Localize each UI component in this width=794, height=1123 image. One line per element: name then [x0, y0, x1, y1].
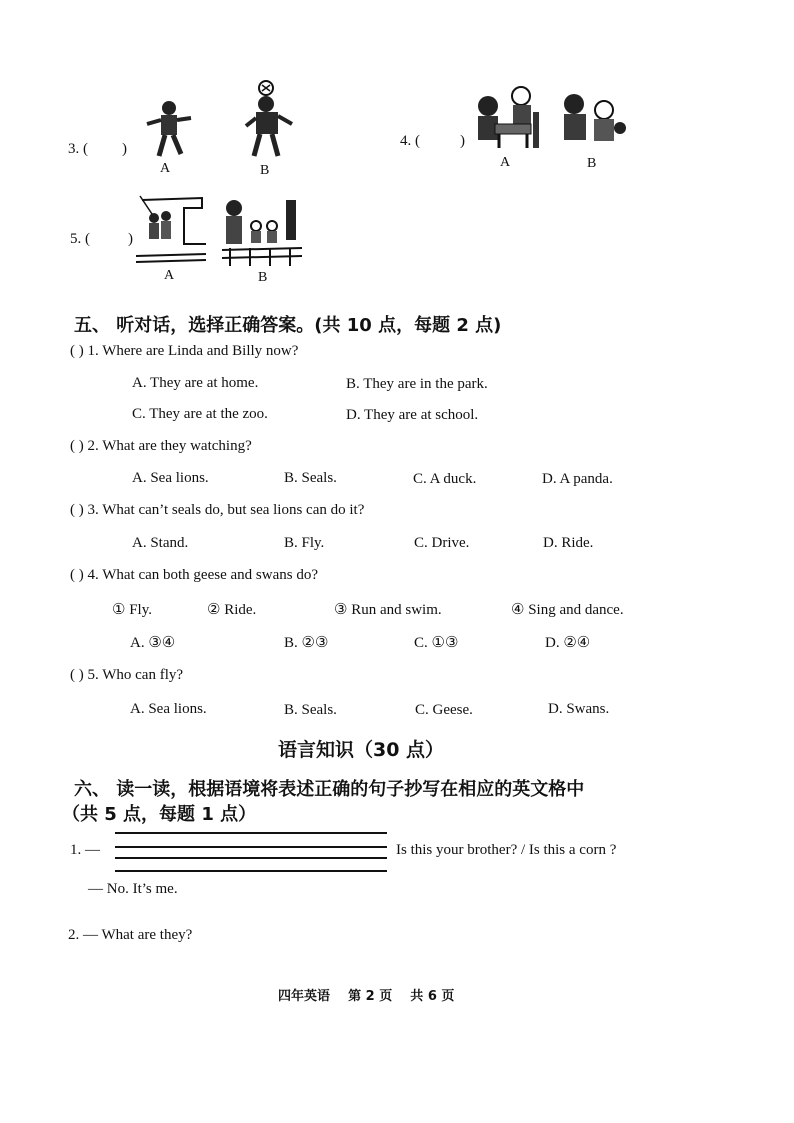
s5-q4-option-d: D. ②④ [545, 635, 591, 651]
s5-q4-option-a: A. ③④ [130, 635, 176, 651]
s5-q4-item-2: ② Ride. [207, 602, 257, 618]
s5-q1-option-c: C. They are at the zoo. [132, 406, 268, 422]
s5-q4-item-1: ① Fly. [112, 602, 152, 618]
running-boy-picture [143, 98, 195, 160]
question-3-option-a: A [160, 161, 171, 176]
question-4-option-a: A [500, 155, 511, 170]
s5-q5-option-a: A. Sea lions. [130, 701, 207, 717]
s6-question-2: 2. — What are they? [68, 927, 193, 943]
great-wall-picture [132, 194, 208, 266]
s6-q1-prefix: 1. — [70, 842, 100, 858]
s6-q1-answer: — No. It’s me. [88, 881, 178, 897]
s5-q5-option-d: D. Swans. [548, 701, 610, 717]
s5-q2-option-b: B. Seals. [284, 470, 337, 486]
s5-q5-option-b: B. Seals. [284, 702, 337, 718]
question-4-paren: ) [460, 133, 465, 149]
section-6-subtitle: （共 5 点，每题 1 点） [62, 804, 257, 825]
s5-question-1: ( ) 1. Where are Linda and Billy now? [70, 343, 299, 359]
s5-question-2: ( ) 2. What are they watching? [70, 438, 252, 454]
playing-chess-picture [473, 84, 543, 154]
s5-q2-option-a: A. Sea lions. [132, 470, 209, 486]
s6-q1-choices: Is this your brother? / Is this a corn ? [396, 842, 617, 858]
s5-q4-item-4: ④ Sing and dance. [511, 602, 624, 618]
question-4-number: 4. ( [400, 133, 420, 149]
question-3-number: 3. ( [68, 141, 88, 157]
s6-q1-answer-lines [115, 832, 387, 872]
s5-q1-option-b: B. They are in the park. [346, 376, 488, 392]
question-5-option-b: B [258, 270, 268, 285]
s5-q3-option-c: C. Drive. [414, 535, 470, 551]
two-girls-picture [558, 92, 628, 150]
s5-q3-option-b: B. Fly. [284, 535, 325, 551]
section-5-title: 五、 听对话，选择正确答案。(共 10 点，每题 2 点) [74, 315, 502, 336]
ball-heading-boy-picture [240, 80, 300, 160]
s5-q1-option-a: A. They are at home. [132, 375, 259, 391]
s5-q1-option-d: D. They are at school. [346, 407, 479, 423]
question-3-paren: ) [122, 141, 127, 157]
page-footer: 四年英语 第 2 页 共 6 页 [278, 989, 455, 1004]
s5-q2-option-d: D. A panda. [542, 471, 613, 487]
zoo-visit-picture [220, 196, 304, 268]
s5-q2-option-c: C. A duck. [413, 471, 477, 487]
question-3-option-b: B [260, 163, 270, 178]
question-5-number: 5. ( [70, 231, 90, 247]
section-6-title: 六、 读一读，根据语境将表述正确的句子抄写在相应的英文格中 [74, 779, 585, 800]
s5-q4-option-b: B. ②③ [284, 635, 329, 651]
s5-q4-option-c: C. ①③ [414, 635, 459, 651]
question-5-option-a: A [164, 268, 175, 283]
question-5-paren: ) [128, 231, 133, 247]
s5-question-4: ( ) 4. What can both geese and swans do? [70, 567, 318, 583]
question-4-option-b: B [587, 156, 597, 171]
s5-q3-option-d: D. Ride. [543, 535, 594, 551]
s5-question-3: ( ) 3. What can’t seals do, but sea lions can do it? [70, 502, 365, 518]
s5-q3-option-a: A. Stand. [132, 535, 189, 551]
s5-q4-item-3: ③ Run and swim. [334, 602, 442, 618]
s5-q5-option-c: C. Geese. [415, 702, 473, 718]
language-knowledge-heading: 语言知识（30 点） [278, 739, 445, 761]
s5-question-5: ( ) 5. Who can fly? [70, 667, 184, 683]
